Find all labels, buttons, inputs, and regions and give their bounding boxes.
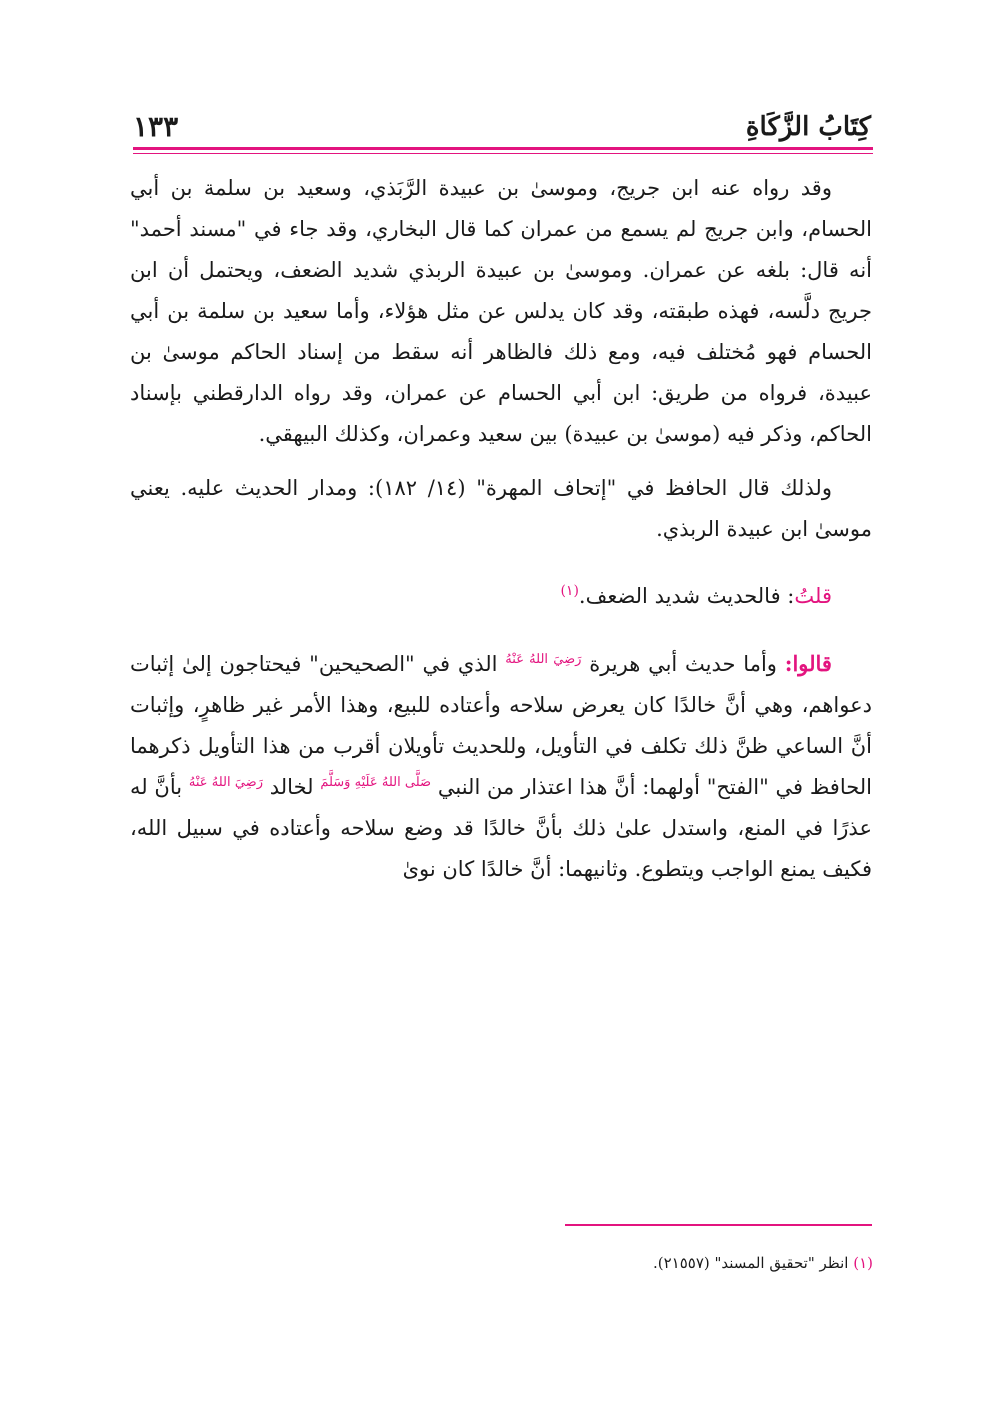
header-rule-thick xyxy=(133,147,873,150)
verdict-lead: قلتُ xyxy=(794,584,832,608)
footnote-marker: (١) xyxy=(853,1254,873,1272)
footnote-reference: (١) xyxy=(560,583,579,599)
paragraph-hafiz-quote: ولذلك قال الحافظ في "إتحاف المهرة" (١٤/ ١٨٢): ومدار الحديث عليه. يعني موسىٰ ابن عبيدة الربذي. xyxy=(130,476,872,541)
objection-text-3: لخالد xyxy=(262,775,321,799)
running-title: كِتَابُ الزَّكَاةِ xyxy=(745,112,871,142)
paragraph-narrations: وقد رواه عنه ابن جريج، وموسىٰ بن عبيدة الرَّبَذي، وسعيد بن سلمة بن أبي الحسام، وابن جريج لم يسمع من عمران كما قال البخاري، وقد جاء في "مسند أحمد" أنه قال: بلغه عن عمران. وموسىٰ بن عبيدة الربذي شديد الضعف، ويحتمل أن ابن جريج دلَّسه، فهذه طبقته، وقد كان يدلس عن مثل هؤلاء، وأما سعيد بن سلمة بن أبي الحسام فهو مُختلف فيه، ومع ذلك فالظاهر أنه سقط من إسناد الحاكم موسىٰ بن عبيدة، فرواه من طريق: ابن أبي الحسام عن عمران، وقد رواه الدارقطني بإسناد الحاكم، وذكر فيه (موسىٰ بن عبيدة) بين سعيد وعمران، وكذلك البيهقي. xyxy=(130,176,872,446)
honorific-radiallahu-anhu: رَضِيَ اللهُ عَنْهُ xyxy=(505,652,582,667)
honorific-salawat: صَلَّى اللهُ عَلَيْهِ وَسَلَّمَ xyxy=(320,775,432,790)
paragraph-objection xyxy=(130,643,872,890)
honorific-radiallahu-anhu-2: رَضِيَ اللهُ عَنْهُ xyxy=(188,775,263,790)
objection-text-4: بأنَّ له عذرًا في المنع، واستدل علىٰ ذلك بأنَّ خالدًا قد وضع سلاحه وأعتاده في سبيل الله، فكيف يمنع الواجب ويتطوع. وثانيهما: أنَّ خالدًا كان نوىٰ xyxy=(130,775,872,881)
verdict-text: : فالحديث شديد الضعف. xyxy=(578,584,795,608)
header-rule-thin xyxy=(133,153,873,154)
footnote-text: انظر "تحقيق المسند" (٢١٥٥٧). xyxy=(652,1254,854,1272)
objection-text-2: الذي في "الصحيحين" فيحتاجون إلىٰ إثبات دعواهم، وهي أنَّ خالدًا كان يعرض سلاحه وأعتاده للبيع، وهذا الأمر غير ظاهرٍ، وإثبات أنَّ الساعي ظنَّ ذلك تكلف في التأويل، وللحديث تأويلان أقرب من هذا التأويل ذكرهما الحافظ في "الفتح" أولهما: أنَّ هذا اعتذار من النبي xyxy=(130,652,873,799)
main-text xyxy=(130,168,872,890)
footnote xyxy=(653,1252,873,1274)
page-header xyxy=(133,108,871,146)
page-number: ١٣٣ xyxy=(133,110,179,143)
paragraph-verdict xyxy=(130,576,872,617)
footnote-rule xyxy=(565,1224,872,1226)
objection-text-1: وأما حديث أبي هريرة xyxy=(581,652,785,676)
objection-lead: قالوا: xyxy=(784,651,832,676)
